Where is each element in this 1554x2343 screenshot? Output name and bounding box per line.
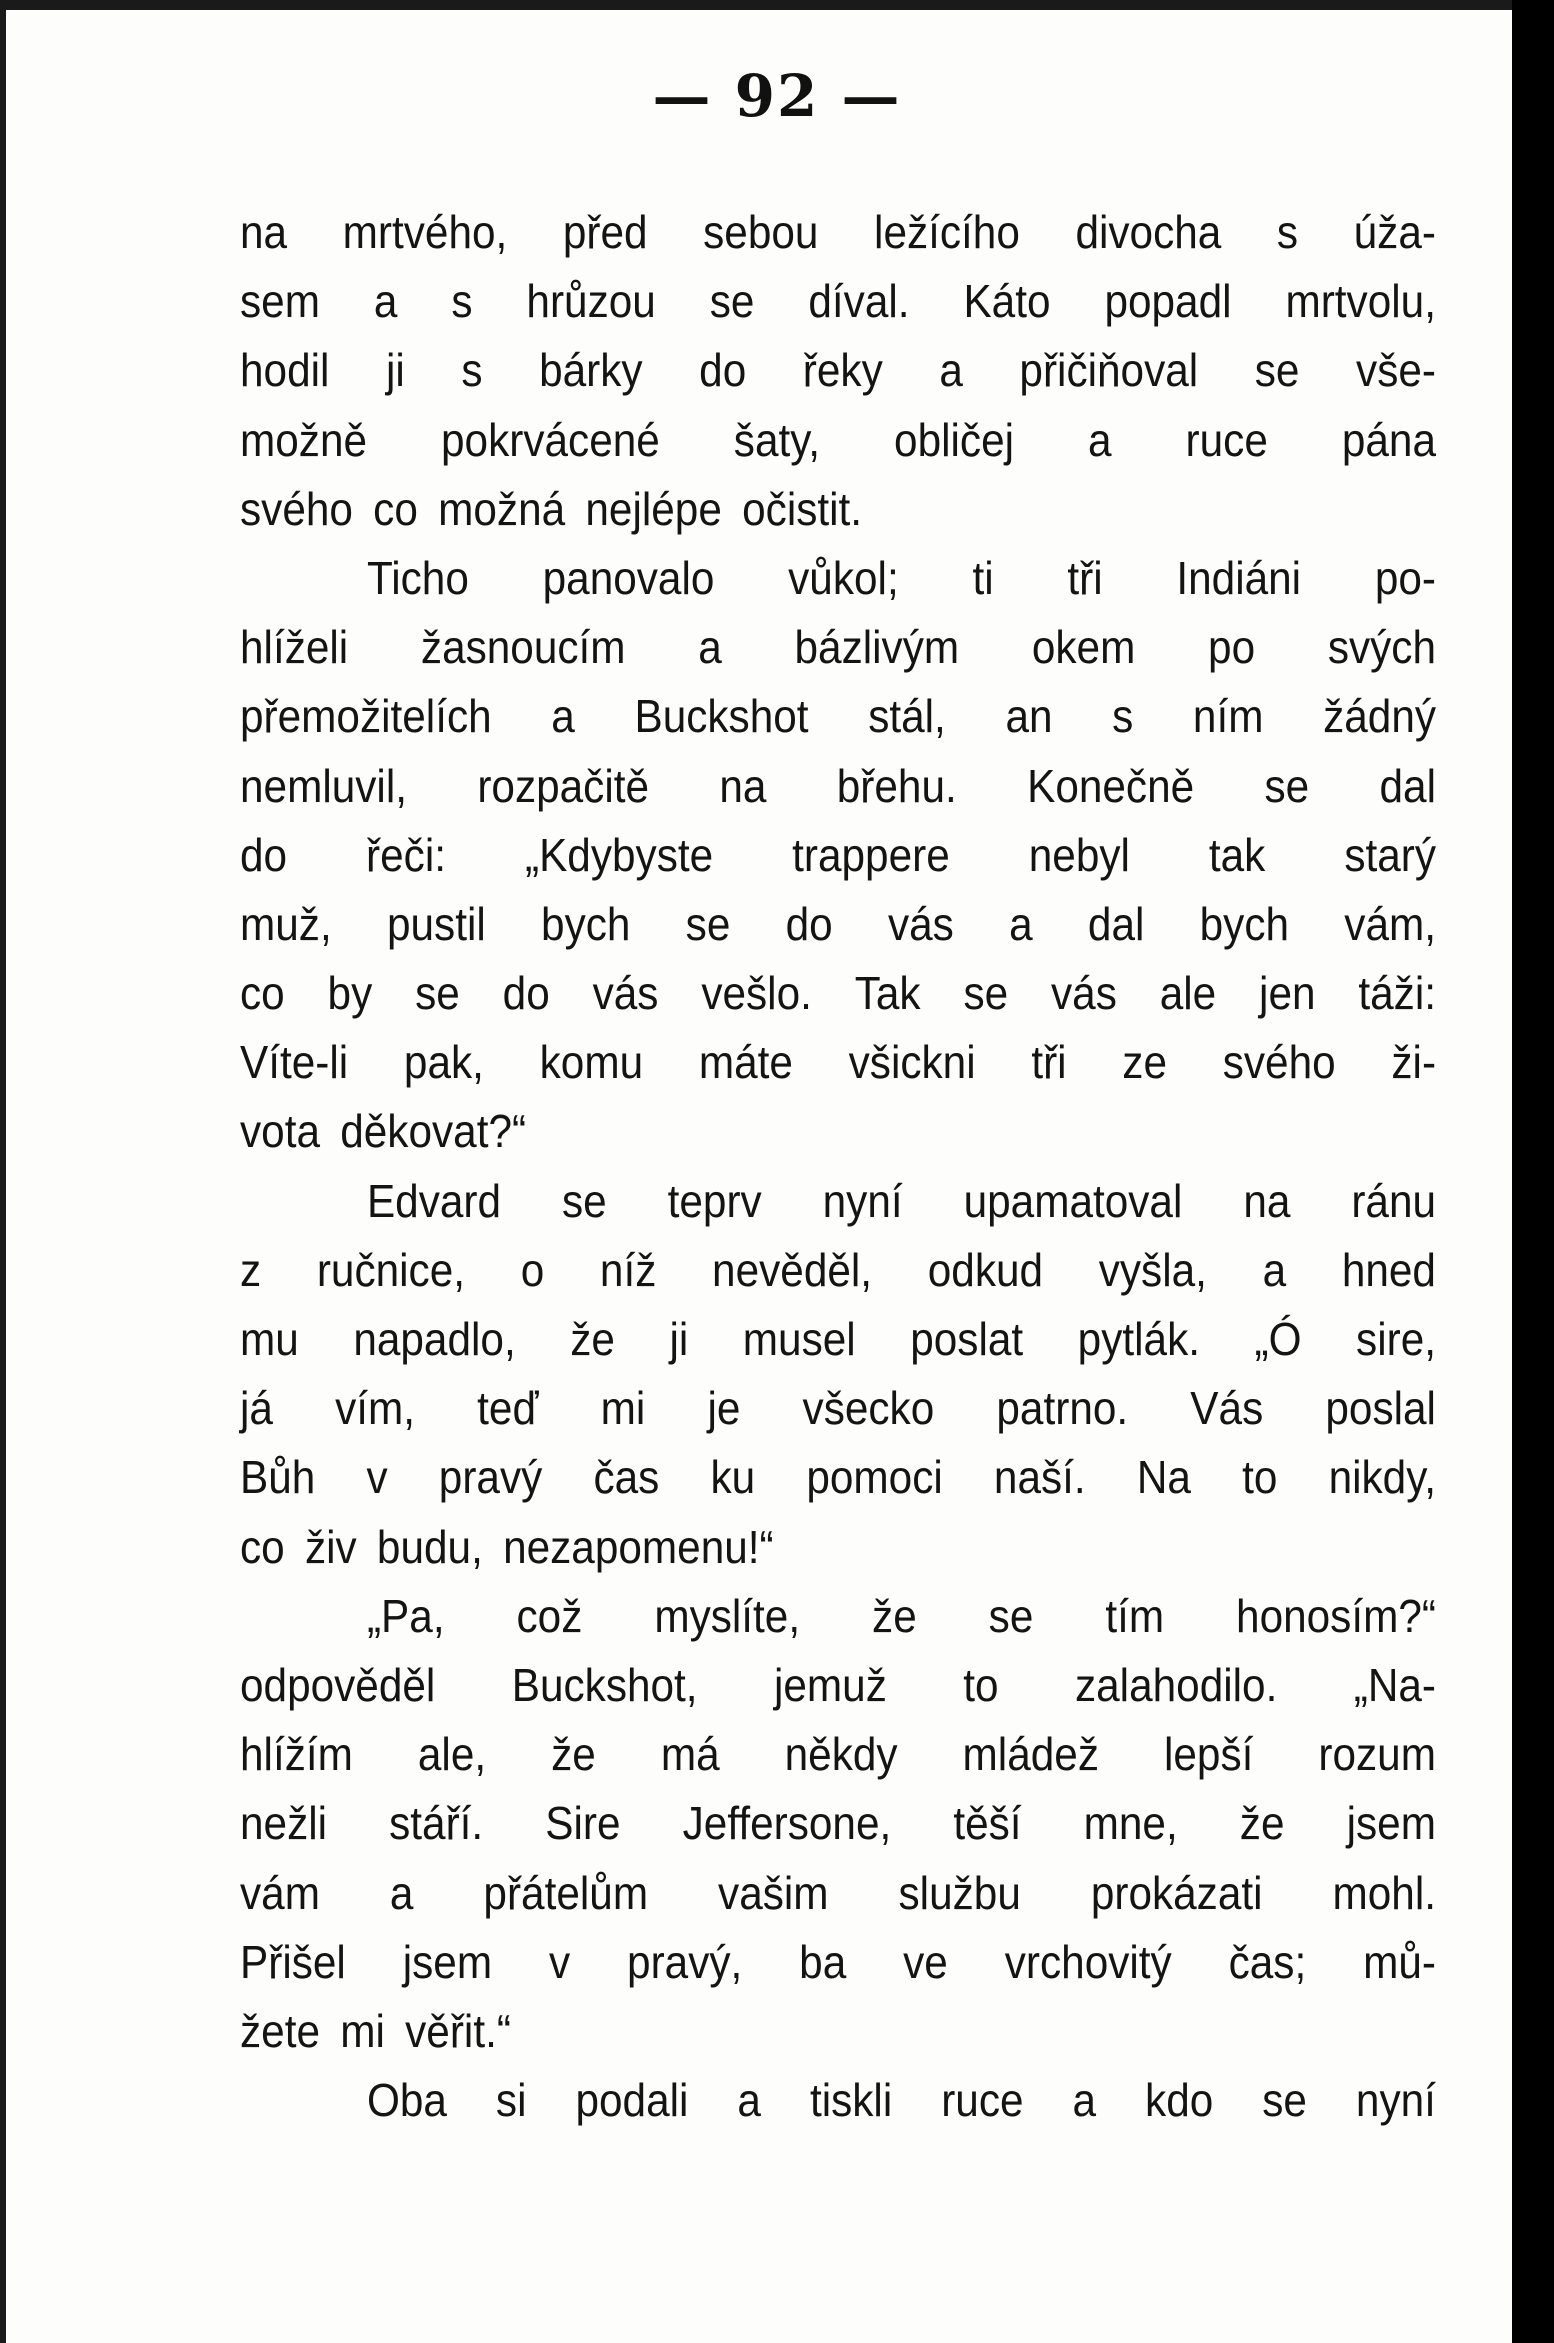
text-line: svého co možná nejlépe očistit.: [240, 482, 863, 535]
text-line: vota děkovat?“: [240, 1105, 527, 1158]
text-line: co by se do vás vešlo. Tak se vás ale jen táži:: [240, 967, 1437, 1020]
text-line: žete mi věřit.“: [240, 2004, 511, 2057]
text-line: „Pa, což myslíte, že se tím honosím?“: [366, 1589, 1436, 1642]
scan-border-left: [0, 0, 6, 2343]
text-line: já vím, teď mi je všecko patrno. Vás poslal: [240, 1382, 1436, 1435]
text-line: hlížím ale, že má někdy mládež lepší rozum: [240, 1728, 1436, 1781]
text-line: přemožitelích a Buckshot stál, an s ním žádný: [240, 690, 1437, 743]
text-line: na mrtvého, před sebou ležícího divocha s úža-: [240, 206, 1436, 258]
page-number: — 92 —: [652, 62, 902, 130]
text-line: sem a s hrůzou se díval. Káto popadl mrtvolu,: [240, 275, 1436, 328]
text-line: do řeči: „Kdybyste trappere nebyl tak starý: [240, 828, 1437, 881]
text-line: Bůh v pravý čas ku pomoci naší. Na to nikdy,: [240, 1451, 1436, 1504]
scan-border-top: [0, 0, 1554, 10]
text-line: možně pokrvácené šaty, obličej a ruce pána: [240, 413, 1437, 466]
text-line: Oba si podali a tiskli ruce a kdo se nyní: [366, 2074, 1436, 2127]
text-line: Edvard se teprv nyní upamatoval na ránu: [366, 1174, 1437, 1227]
text-line: muž, pustil bych se do vás a dal bych vám,: [240, 897, 1437, 950]
text-line: odpověděl Buckshot, jemuž to zalahodilo. „Na-: [240, 1658, 1437, 1711]
text-line: Víte-li pak, komu máte všickni tři ze svého ži-: [240, 1036, 1437, 1089]
text-line: mu napadlo, že ji musel poslat pytlák. „Ó sire,: [240, 1313, 1437, 1365]
text-line: hodil ji s bárky do řeky a přičiňoval se vše-: [240, 344, 1436, 397]
text-line: z ručnice, o níž nevěděl, odkud vyšla, a hned: [240, 1243, 1436, 1296]
text-line: nemluvil, rozpačitě na břehu. Konečně se dal: [240, 759, 1436, 812]
text-line: co živ budu, nezapomenu!“: [240, 1520, 774, 1573]
text-line: vám a přátelům vašim službu prokázati mohl.: [240, 1866, 1436, 1919]
text-line: nežli stáří. Sire Jeffersone, těší mne, že jsem: [240, 1797, 1436, 1850]
text-line: hlíželi žasnoucím a bázlivým okem po svých: [240, 621, 1437, 674]
text-line: Ticho panovalo vůkol; ti tři Indiáni po-: [366, 551, 1436, 604]
text-line: Přišel jsem v pravý, ba ve vrchovitý čas; mů-: [240, 1935, 1437, 1988]
body-text: [240, 198, 1436, 2135]
scan-border-right: [1512, 0, 1554, 2343]
